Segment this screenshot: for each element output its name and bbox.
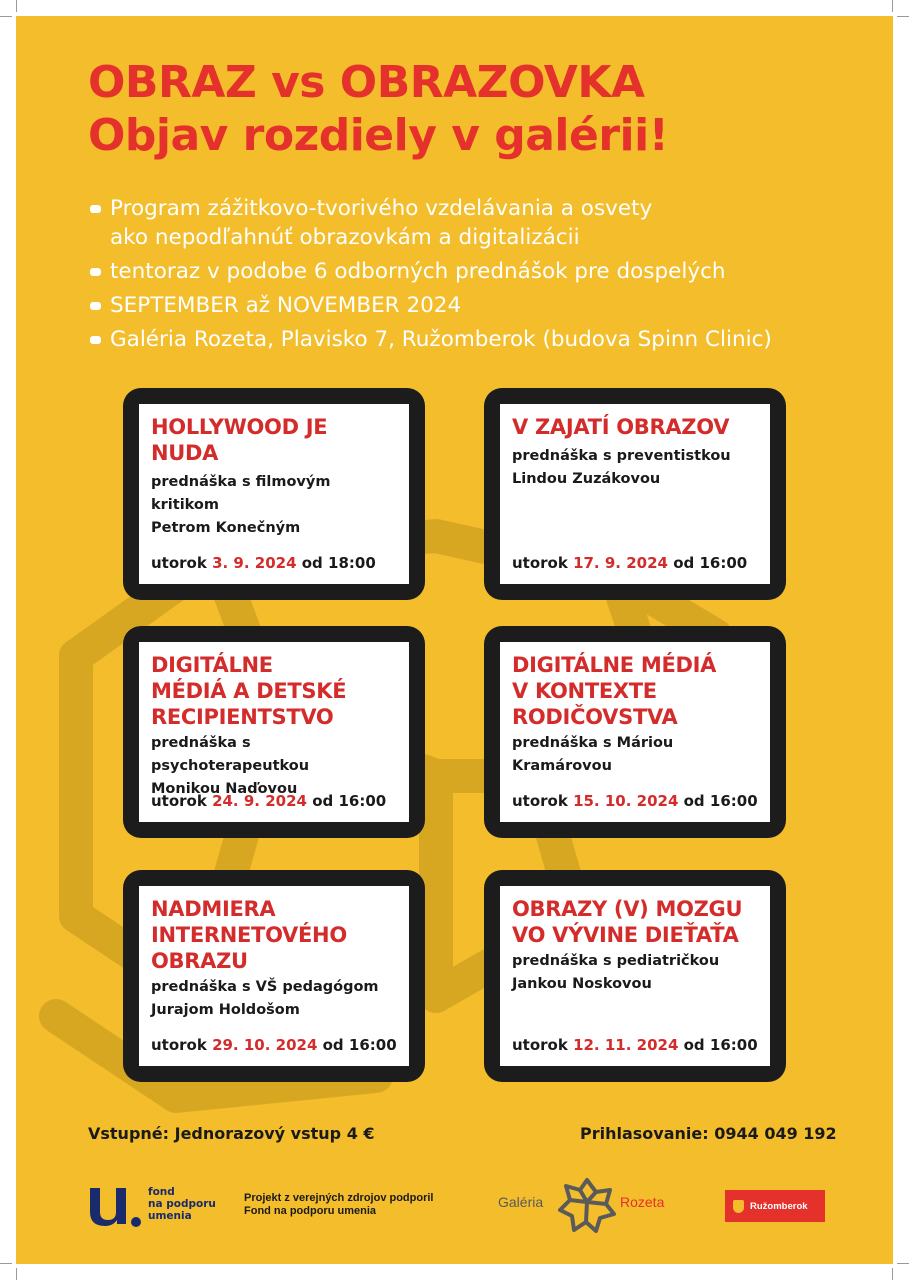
lecture-title: NADMIERA INTERNETOVÉHO OBRAZU (151, 897, 347, 973)
crop-mark (892, 0, 893, 12)
lecture-speaker: prednáška s preventistkou Lindou Zuzákovou (512, 448, 731, 487)
lecture-title: DIGITÁLNE MÉDIÁ A DETSKÉ RECIPIENTSTVO (151, 653, 347, 729)
lecture-card-1 (123, 388, 425, 600)
lecture-speaker: prednáška s VŠ pedagógom Jurajom Holdošom (151, 979, 379, 1018)
fund-logo-icon (86, 1182, 146, 1230)
lecture-speaker: prednáška s filmovým kritikom Petrom Konečným (151, 474, 331, 536)
title-line-1: OBRAZ vs OBRAZOVKA (88, 57, 645, 108)
lecture-card-6 (484, 870, 786, 1082)
lecture-card-3 (123, 626, 425, 838)
crop-mark (0, 1263, 12, 1264)
crop-mark (892, 1268, 893, 1280)
crop-mark (16, 0, 17, 12)
lecture-card-2 (484, 388, 786, 600)
lecture-screen (139, 404, 409, 584)
bullet-dates: SEPTEMBER až NOVEMBER 2024 (90, 291, 870, 320)
lecture-title: HOLLYWOOD JE NUDA (151, 415, 328, 465)
info-bullets (90, 194, 870, 359)
lecture-card-5 (123, 870, 425, 1082)
city-shield-icon (733, 1200, 744, 1213)
lecture-title: OBRAZY (V) MOZGU VO VÝVINE DIEŤAŤA (512, 897, 743, 947)
crop-mark (0, 16, 12, 17)
lecture-speaker: prednáška s Máriou Kramárovou (512, 735, 674, 774)
lecture-screen (500, 642, 770, 822)
lecture-date: utorok 17. 9. 2024 od 16:00 (512, 554, 748, 572)
lecture-screen (139, 642, 409, 822)
lecture-card-4 (484, 626, 786, 838)
lecture-screen (500, 404, 770, 584)
gallery-rozeta-logo: Galéria Rozeta (498, 1176, 678, 1236)
crop-mark (897, 16, 909, 17)
lecture-date: utorok 29. 10. 2024 od 16:00 (151, 1036, 397, 1054)
bullet-format: tentoraz v podobe 6 odborných prednášok pre dospelých (90, 257, 870, 286)
lecture-date: utorok 24. 9. 2024 od 16:00 (151, 792, 387, 810)
bullet-program: Program zážitkovo-tvorivého vzdelávania a osvety ako nepodľahnúť obrazovkám a digitalizácii (90, 194, 870, 252)
city-logo: Ružomberok (725, 1190, 825, 1222)
lecture-screen (139, 886, 409, 1066)
lecture-date: utorok 3. 9. 2024 od 18:00 (151, 554, 376, 572)
lecture-speaker: prednáška s psychoterapeutkou Monikou Naďovou (151, 735, 310, 797)
bullet-venue: Galéria Rozeta, Plavisko 7, Ružomberok (budova Spinn Clinic) (90, 325, 870, 354)
crop-mark (16, 1268, 17, 1280)
lecture-title: V ZAJATÍ OBRAZOV (512, 415, 730, 439)
lecture-date: utorok 15. 10. 2024 od 16:00 (512, 792, 758, 810)
lecture-title: DIGITÁLNE MÉDIÁ V KONTEXTE RODIČOVSTVA (512, 653, 717, 729)
lecture-screen (500, 886, 770, 1066)
rozeta-icon (558, 1176, 616, 1234)
poster (16, 16, 893, 1264)
poster-title (88, 56, 668, 162)
funding-note: Projekt z verejných zdrojov podporil Fond na podporu umenia (244, 1192, 434, 1217)
lecture-speaker: prednáška s pediatričkou Jankou Noskovou (512, 953, 720, 992)
crop-mark (897, 1263, 909, 1264)
entry-fee: Vstupné: Jednorazový vstup 4 € (88, 1124, 375, 1143)
lecture-date: utorok 12. 11. 2024 od 16:00 (512, 1036, 758, 1054)
fund-logo-text: fond na podporu umenia (148, 1186, 216, 1222)
title-line-2: Objav rozdiely v galérii! (88, 110, 669, 161)
registration-phone: Prihlasovanie: 0944 049 192 (580, 1124, 837, 1143)
